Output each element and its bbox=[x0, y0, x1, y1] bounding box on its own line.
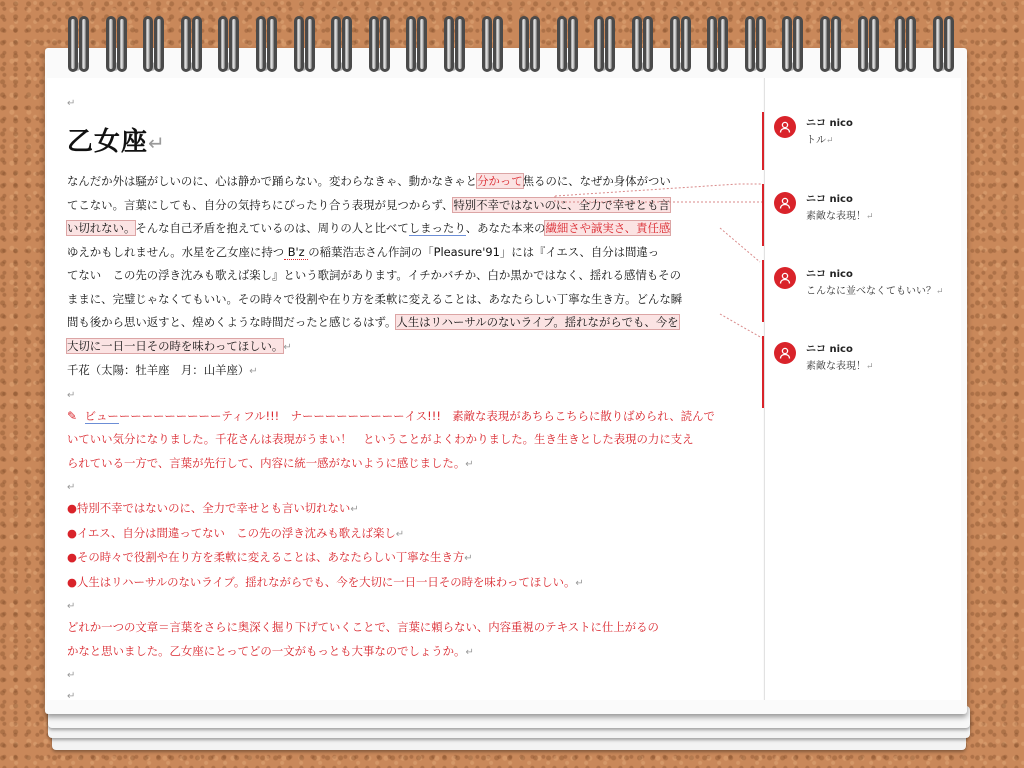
user-avatar-icon bbox=[774, 267, 796, 289]
comment-pane bbox=[764, 78, 961, 700]
comment-highlight-4[interactable]: 人生はリハーサルのないライブ。揺れながらでも、今を bbox=[396, 315, 679, 329]
text-line: い切れない。そんな自己矛盾を抱えているのは、周りの人と比べてしまったり、あなた本来の繊細さや誠実さ、責任感 bbox=[67, 221, 671, 235]
comment-highlight-2[interactable]: 特別不幸ではないのに、全力で幸せとも言 bbox=[453, 197, 670, 212]
comment-text: 素敵な表現！↵ bbox=[806, 211, 874, 222]
user-avatar-icon bbox=[774, 116, 796, 138]
review-paragraph bbox=[67, 405, 727, 477]
text-line: いていい気分になりました。千花さんは表現がうまい！ ということがよくわかりました。生き生きとした表現の力に支え bbox=[67, 432, 694, 446]
text-line: なんだか外は騒がしいのに、心は静かで踊らない。変わらなきゃ、動かなきゃと分かって焦るのに、なぜか身体がつい bbox=[67, 174, 671, 188]
document-body[interactable] bbox=[67, 92, 727, 706]
comment-card[interactable] bbox=[762, 265, 962, 305]
comment-highlight-4-cont[interactable]: 大切に一日一日その時を味わってほしい。 bbox=[67, 338, 284, 353]
empty-paragraph: ↵ bbox=[67, 482, 76, 493]
closing-paragraph bbox=[67, 616, 727, 664]
user-avatar-icon bbox=[774, 192, 796, 214]
comment-card[interactable] bbox=[762, 114, 962, 154]
user-avatar-icon bbox=[774, 342, 796, 364]
comment-card[interactable] bbox=[762, 190, 962, 230]
text-line: てない この先の浮き沈みも歌えば楽し』という歌詞があります。イチかバチか、白か黒かではなく、揺れる感情もその bbox=[67, 268, 681, 282]
empty-paragraph: ↵ bbox=[67, 389, 76, 401]
document-title: 乙女座↵ bbox=[67, 127, 166, 157]
text-line: かなと思いました。乙女座にとってどの一文がもっとも大事なのでしょうか。↵ bbox=[67, 643, 474, 658]
comment-text: 素敵な表現！↵ bbox=[806, 361, 874, 372]
comment-author: ニコ nico bbox=[806, 344, 853, 355]
bullet-list bbox=[67, 497, 727, 595]
text-line: られている一方で、言葉が先行して、内容に統一感がないように感じました。↵ bbox=[67, 455, 474, 470]
comment-author: ニコ nico bbox=[806, 269, 853, 280]
list-item: ●イエス、自分は間違ってない この先の浮き沈みも歌えば楽し↵ bbox=[67, 525, 405, 540]
comment-highlight-3[interactable]: 繊細さや誠実さ、責任感 bbox=[545, 221, 671, 235]
empty-paragraph: ↵ bbox=[67, 601, 76, 612]
text-line: てこない。言葉にしても、自分の気持ちにぴったり合う表現が見つからず、特別不幸ではないのに、全力で幸せとも言 bbox=[67, 197, 670, 212]
text-line: ゆえかもしれません。水星を乙女座に持つ B'z の稲葉浩志さん作詞の「Pleasure'91」には『イエス、自分は間違っ bbox=[67, 244, 660, 259]
body-paragraph bbox=[67, 170, 727, 359]
empty-paragraph: ↵ bbox=[67, 691, 76, 702]
comment-card[interactable] bbox=[762, 340, 962, 380]
comment-text: こんなに並べなくてもいい？↵ bbox=[806, 286, 944, 297]
comment-highlight-2-cont[interactable]: い切れない。 bbox=[67, 221, 136, 235]
comment-author: ニコ nico bbox=[806, 118, 853, 129]
text-line: どれか一つの文章＝言葉をさらに奥深く掘り下げていくことで、言葉に頼らない、内容重視のテキストに仕上がるの bbox=[67, 620, 659, 634]
text-line: ままに、完璧じゃなくてもいい。その時々で役割や在り方を柔軟に変えることは、あなたらしい丁寧な生き方。どんな瞬 bbox=[67, 291, 683, 306]
comment-highlight-1[interactable]: 分かって bbox=[477, 174, 523, 188]
empty-paragraph: ↵ bbox=[67, 98, 76, 109]
text-line: 間も後から思い返すと、煌めくような時間だったと感じるはず。人生はリハーサルのないライブ。揺れながらでも、今を bbox=[67, 315, 679, 329]
comment-text: トル↵ bbox=[806, 135, 834, 146]
list-item: ●人生はリハーサルのないライブ。揺れながらでも、今を大切に一日一日その時を味わってほしい。↵ bbox=[67, 574, 584, 589]
text-line: ✎ ビューーーーーーーーーーティフル!!! ナーーーーーーーーーイス!!! 素敵な表現があちらこちらに散りばめられ、読んで bbox=[67, 405, 727, 429]
spellcheck-underline[interactable]: B'z bbox=[284, 244, 309, 259]
empty-paragraph: ↵ bbox=[67, 670, 76, 681]
list-item: ●特別不幸ではないのに、全力で幸せとも言い切れない↵ bbox=[67, 501, 359, 515]
pencil-icon: ✎ bbox=[67, 408, 78, 423]
signature-line: 千花（太陽：牡羊座 月：山羊座）↵ bbox=[67, 363, 258, 377]
text-line: 大切に一日一日その時を味わってほしい。↵ bbox=[67, 338, 292, 353]
comment-author: ニコ nico bbox=[806, 194, 853, 205]
spellcheck-underline[interactable]: しまったり bbox=[408, 221, 466, 235]
list-item: ●その時々で役割や在り方を柔軟に変えることは、あなたらしい丁寧な生き方↵ bbox=[67, 550, 473, 564]
